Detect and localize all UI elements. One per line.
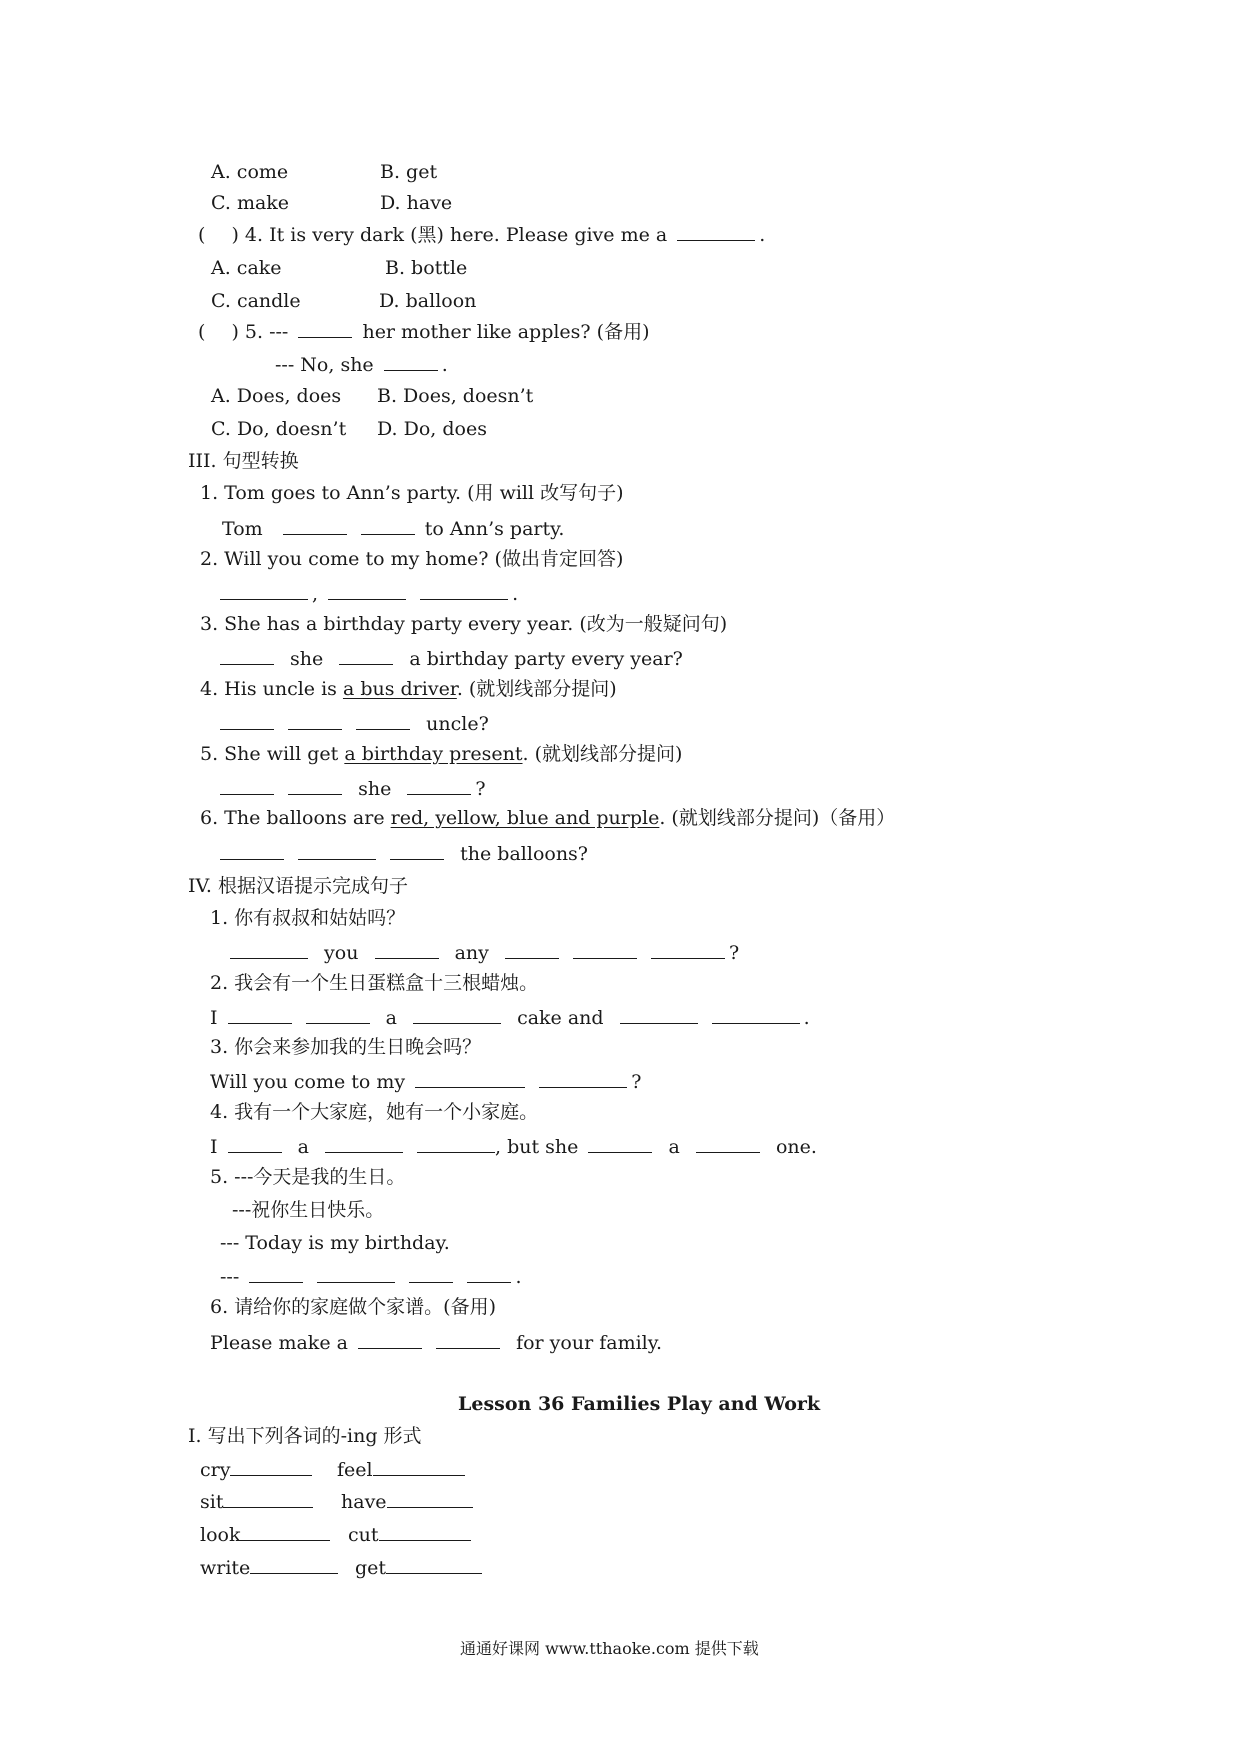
item-5-chinese-1: 5. ---今天是我的生日。 — [210, 1166, 406, 1188]
word: cry — [200, 1459, 231, 1481]
sentence-5-answer — [220, 776, 486, 801]
word-item — [200, 1489, 317, 1514]
underlined-text: a bus driver — [342, 678, 457, 700]
item-5-english-1: --- Today is my birthday. — [220, 1232, 450, 1254]
answer-blank[interactable] — [306, 1005, 370, 1024]
sentence-2-question: 2. Will you come to my home? (做出肯定回答) — [200, 548, 624, 570]
answer-blank[interactable] — [387, 1489, 473, 1508]
end-mark: . — [759, 224, 766, 246]
answer-blank[interactable] — [651, 940, 725, 959]
answer-blank[interactable] — [390, 841, 444, 860]
answer-blank[interactable] — [539, 1069, 627, 1088]
word: she — [290, 648, 324, 670]
option-b: B. bottle — [385, 257, 468, 279]
word-item — [200, 1522, 334, 1547]
answer-blank[interactable] — [220, 776, 274, 795]
text: 6. The balloons are — [200, 807, 385, 829]
answer-blank[interactable] — [375, 940, 439, 959]
sentence-6-question — [200, 806, 895, 830]
answer-blank[interactable] — [230, 1457, 312, 1476]
answer-blank[interactable] — [220, 581, 308, 600]
item-2-answer — [210, 1005, 810, 1030]
sentence-1-question: 1. Tom goes to Ann’s party. (用 will 改写句子) — [200, 482, 624, 504]
end-mark: . — [512, 583, 519, 605]
answer-blank[interactable] — [386, 1555, 482, 1574]
text: . (就划线部分提问) — [456, 678, 617, 700]
end-mark: . — [803, 1007, 810, 1029]
word: I — [210, 1136, 218, 1158]
item-4-answer — [210, 1134, 817, 1159]
word: one. — [775, 1136, 817, 1158]
answer-blank[interactable] — [288, 776, 342, 795]
section-heading: III. 句型转换 — [188, 450, 299, 472]
option-b: B. Does, doesn’t — [377, 385, 534, 407]
word: a — [385, 1007, 397, 1029]
word: any — [454, 942, 489, 964]
answer-blank[interactable] — [407, 776, 471, 795]
question-4 — [198, 222, 765, 247]
text: . (就划线部分提问)（备用） — [659, 807, 896, 829]
word: have — [341, 1491, 387, 1513]
end-mark: ? — [475, 778, 486, 800]
text: 4. His uncle is — [200, 678, 337, 700]
item-3-answer — [210, 1069, 641, 1094]
text: . (就划线部分提问) — [522, 743, 683, 765]
answer-blank[interactable] — [573, 940, 637, 959]
sentence-4-answer — [220, 711, 489, 736]
word: Please make a — [210, 1332, 348, 1354]
answer-blank[interactable] — [436, 1330, 500, 1349]
paren-open: ( — [198, 224, 206, 246]
answer-blank[interactable] — [467, 1264, 511, 1283]
word: write — [200, 1557, 251, 1579]
section-heading: IV. 根据汉语提示完成句子 — [188, 875, 408, 897]
answer-blank[interactable] — [358, 1330, 422, 1349]
answer-blank[interactable] — [325, 1134, 403, 1153]
word: , but she — [495, 1136, 579, 1158]
sentence-5-question — [200, 742, 682, 766]
end-mark: ? — [729, 942, 740, 964]
option-c: C. make — [211, 192, 290, 214]
question-text-2: her mother like apples? (备用) — [362, 321, 650, 343]
word: to Ann’s party. — [424, 518, 565, 540]
word: for your family. — [516, 1332, 662, 1354]
word: uncle? — [426, 713, 489, 735]
word-item — [200, 1457, 316, 1482]
answer-blank[interactable] — [249, 1264, 303, 1283]
answer-blank[interactable] — [417, 1134, 495, 1153]
item-1-answer — [230, 940, 739, 965]
answer-blank[interactable] — [228, 1005, 292, 1024]
item-5-answer — [220, 1264, 522, 1289]
option-c: C. candle — [211, 290, 301, 312]
word: get — [355, 1557, 387, 1579]
underlined-text: red, yellow, blue and purple — [390, 807, 660, 829]
section-heading: I. 写出下列各词的-ing 形式 — [188, 1425, 422, 1447]
answer-blank[interactable] — [220, 646, 274, 665]
option-b: B. get — [380, 161, 438, 183]
answer-blank[interactable] — [677, 222, 755, 241]
answer-blank[interactable] — [240, 1522, 330, 1541]
answer-blank[interactable] — [696, 1134, 760, 1153]
option-d: D. have — [380, 192, 453, 214]
sentence-3-answer — [220, 646, 683, 671]
end-mark: . — [515, 1266, 522, 1288]
word: a birthday party every year? — [409, 648, 683, 670]
answer-blank[interactable] — [220, 711, 274, 730]
answer-blank[interactable] — [361, 516, 415, 535]
answer-blank[interactable] — [250, 1555, 338, 1574]
sentence-6-answer — [220, 841, 588, 866]
answer-blank[interactable] — [298, 319, 352, 338]
answer-blank[interactable] — [220, 841, 284, 860]
word: the balloons? — [460, 843, 588, 865]
option-c: C. Do, doesn’t — [211, 418, 347, 440]
answer-blank[interactable] — [413, 1005, 501, 1024]
question-5-answer — [275, 352, 448, 377]
item-2-chinese: 2. 我会有一个生日蛋糕盒十三根蜡烛。 — [210, 972, 539, 994]
word: I — [210, 1007, 218, 1029]
word: look — [200, 1524, 241, 1546]
word: --- — [220, 1266, 240, 1288]
answer-blank[interactable] — [317, 1264, 395, 1283]
option-a: A. come — [211, 161, 289, 183]
answer-blank[interactable] — [298, 841, 376, 860]
answer-blank[interactable] — [223, 1489, 313, 1508]
option-d: D. balloon — [379, 290, 477, 312]
sentence-2-answer — [220, 581, 518, 606]
text: 5. She will get — [200, 743, 339, 765]
word: sit — [200, 1491, 224, 1513]
end-mark: . — [441, 354, 448, 376]
answer-blank[interactable] — [588, 1134, 652, 1153]
option-a: A. Does, does — [211, 385, 342, 407]
answer-blank[interactable] — [505, 940, 559, 959]
answer-blank[interactable] — [415, 1069, 525, 1088]
end-mark: ? — [631, 1071, 642, 1093]
word-item — [341, 1489, 477, 1514]
item-4-chinese: 4. 我有一个大家庭，她有一个小家庭。 — [210, 1101, 539, 1123]
answer-blank[interactable] — [230, 940, 308, 959]
page-footer: 通通好课网 www.tthaoke.com 提供下载 — [460, 1639, 759, 1658]
answer-blank[interactable] — [288, 711, 342, 730]
item-3-chinese: 3. 你会来参加我的生日晚会吗？ — [210, 1036, 482, 1058]
item-6-chinese: 6. 请给你的家庭做个家谱。(备用) — [210, 1296, 496, 1318]
sentence-4-question — [200, 677, 617, 701]
lesson-title: Lesson 36 Families Play and Work — [458, 1393, 821, 1415]
item-1-chinese: 1. 你有叔叔和姑姑吗？ — [210, 907, 406, 929]
word: you — [324, 942, 359, 964]
paren-open: ( — [198, 321, 206, 343]
word-item — [200, 1555, 342, 1580]
sentence-3-question: 3. She has a birthday party every year. (改为一般疑问句) — [200, 613, 728, 635]
word: feel — [337, 1459, 373, 1481]
answer-blank[interactable] — [373, 1457, 465, 1476]
word: Will you come to my — [210, 1071, 406, 1093]
answer-blank[interactable] — [228, 1134, 282, 1153]
word: a — [297, 1136, 309, 1158]
answer-blank[interactable] — [384, 352, 438, 371]
question-text: ) 4. It is very dark (黑) here. Please give me a — [231, 224, 668, 246]
answer-blank[interactable] — [409, 1264, 453, 1283]
comma: , — [312, 583, 319, 605]
item-6-answer — [210, 1330, 662, 1355]
word-item — [355, 1555, 486, 1580]
word: Tom — [222, 518, 263, 540]
word: a — [668, 1136, 680, 1158]
word: cake and — [517, 1007, 604, 1029]
answer-blank[interactable] — [620, 1005, 698, 1024]
answer-blank[interactable] — [339, 646, 393, 665]
answer-blank[interactable] — [356, 711, 410, 730]
question-5 — [198, 319, 649, 344]
word: cut — [348, 1524, 379, 1546]
sentence-1-answer — [222, 516, 564, 541]
answer-blank[interactable] — [283, 516, 347, 535]
option-d: D. Do, does — [377, 418, 487, 440]
answer-blank[interactable] — [379, 1522, 471, 1541]
answer-blank[interactable] — [328, 581, 406, 600]
option-a: A. cake — [211, 257, 282, 279]
word-item — [337, 1457, 469, 1482]
word-item — [348, 1522, 475, 1547]
answer-blank[interactable] — [420, 581, 508, 600]
answer-prefix: --- No, she — [275, 354, 374, 376]
item-5-chinese-2: ---祝你生日快乐。 — [232, 1199, 385, 1221]
question-text: ) 5. --- — [231, 321, 289, 343]
answer-blank[interactable] — [712, 1005, 800, 1024]
word: she — [358, 778, 392, 800]
underlined-text: a birthday present — [344, 743, 523, 765]
